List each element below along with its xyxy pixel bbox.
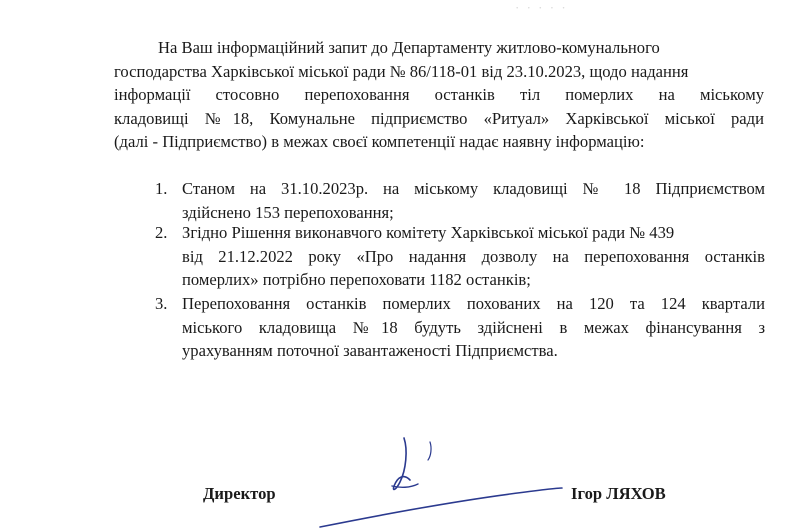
list-item-text bbox=[182, 177, 765, 224]
intro-line: На Ваш інформаційний запит до Департаменту житлово-комунального bbox=[158, 38, 660, 57]
signatory-title: Директор bbox=[203, 484, 276, 503]
handwritten-signature bbox=[300, 430, 600, 529]
intro-line: господарства Харківської міської ради № 86/118-01 від 23.10.2023, щодо надання bbox=[114, 61, 689, 81]
list-line: Згідно Рішення виконавчого комітету Харківської міської ради № 439 bbox=[182, 223, 675, 242]
intro-line: інформації стосовно перепоховання останків тіл померлих на міському bbox=[114, 85, 764, 105]
intro-line: (далі - Підприємство) в межах своєї компетенції надає наявну інформацію: bbox=[114, 132, 645, 152]
list-number: 3. bbox=[155, 294, 168, 313]
list-line: міського кладовища №18 будуть здійснені в межах фінансування з bbox=[182, 317, 765, 337]
list-line: від 21.12.2022 року «Про надання дозволу на перепоховання останків bbox=[182, 246, 765, 266]
header-watermark: · · · · · bbox=[515, 0, 568, 15]
signatory-name: Ігор ЛЯХОВ bbox=[571, 484, 666, 503]
intro-paragraph bbox=[114, 36, 764, 154]
list-line: здійснено 153 перепоховання; bbox=[182, 202, 394, 222]
intro-line: кладовищі №18, Комунальне підприємство «Ритуал» Харківської міської ради bbox=[114, 108, 764, 128]
list-item-text bbox=[182, 292, 765, 363]
list-line: Станом на 31.10.2023р. на міському кладовищі № 18 Підприємством bbox=[182, 179, 765, 198]
list-line: померлих» потрібно перепоховати 1182 останків; bbox=[182, 270, 531, 290]
list-number: 1. bbox=[155, 179, 168, 198]
list-item-text bbox=[182, 221, 765, 292]
list-line: урахуванням поточної завантаженості Підприємства. bbox=[182, 341, 558, 361]
list-line: Перепоховання останків померлих похованих на 120 та 124 квартали bbox=[182, 294, 765, 313]
list-number: 2. bbox=[155, 223, 168, 242]
